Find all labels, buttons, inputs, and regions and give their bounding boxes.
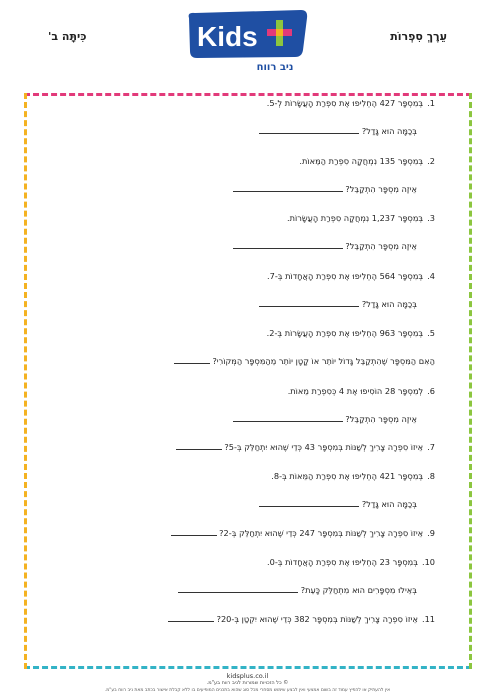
answer-line[interactable] — [233, 240, 343, 249]
question-1: 1.בְּמִסְפָּר 427 הֶחְלִיפוּ אֶת סִפְרַת הָעֲשָׂרוֹת לְ-5. — [266, 98, 435, 108]
answer-line[interactable] — [259, 498, 359, 507]
page-header — [0, 0, 495, 80]
question-6-sub: אֵיזֶה מִסְפָּר הִתְקַבֵּל? — [233, 413, 417, 425]
question-3: 3.בְּמִסְפָּר 1,237 נִמְחֲקָה סִפְרַת הָעֲשָׂרוֹת. — [286, 213, 435, 223]
question-10: 10.בְּמִסְפָּר 23 הֶחְלִיפוּ אֶת סִפְרַת הָאֲחָדוֹת בְּ-0. — [267, 557, 435, 567]
frame-bottom-border — [24, 666, 472, 669]
kids-plus-logo — [183, 10, 311, 72]
question-4-sub: בְּכַמָּה הוּא גָּדַל? — [259, 298, 417, 310]
frame-top-border — [24, 93, 472, 96]
question-8: 8.בְּמִסְפָּר 421 הֶחְלִיפוּ אֶת סִפְרַת הַמֵּאוֹת בְּ-8. — [271, 471, 435, 481]
answer-line[interactable] — [174, 355, 210, 364]
worksheet-frame — [24, 93, 472, 669]
logo-text: Kids — [197, 21, 258, 52]
answer-line[interactable] — [178, 584, 298, 593]
grade-label: כִּיתָּה ב' — [48, 30, 87, 43]
frame-right-border — [469, 93, 472, 669]
answer-line[interactable] — [233, 183, 343, 192]
footer-legal-notice: אין להעתיק או להפיץ עמוד זה בשום אמצעי ואין לבצע שימוש מסחרי מכל סוג שהוא בתכנים המופיעים בו ללא קבלת אישור בכתב מאת ניב רווח בע"מ. — [104, 688, 391, 693]
question-6: 6.לְמִסְפָּר 28 הוֹסִיפוּ אֶת 4 כְּסִפְרַת מֵאוֹת. — [287, 386, 435, 396]
question-1-sub: בְּכַמָּה הוּא גָּדַל? — [259, 125, 417, 137]
answer-line[interactable] — [233, 413, 343, 422]
worksheet-title: עֵרֶךְ סִפְרוֹת — [390, 30, 447, 43]
question-2-sub: אֵיזֶה מִסְפָּר הִתְקַבֵּל? — [233, 183, 417, 195]
question-9: 9.אֵיזוֹ סִפְרָה צָרִיךְ לְשַׁנּוֹת בְּמִסְפָּר 247 כְּדֵי שֶׁהוּא יִתְחַלֵּק בְּ-2? — [171, 527, 435, 539]
question-5-sub: הַאִם הַמִּסְפָּר שֶׁהִתְקַבֵּל גָּדוֹל יוֹתֵר אוֹ קָטָן יוֹתֵר מֵהַמִּסְפָּר הַמְּקוֹרִי? — [174, 355, 435, 367]
question-5: 5.בְּמִסְפָּר 963 הֶחְלִיפוּ אֶת סִפְרַת הָעֲשָׂרוֹת בְּ-2. — [266, 328, 435, 338]
answer-line[interactable] — [171, 527, 217, 536]
question-7: 7.אֵיזוֹ סִפְרָה צָרִיךְ לְשַׁנּוֹת בְּמִסְפָּר 43 כְּדֵי שֶׁהוּא יִתְחַלֵּק בְּ-5? — [176, 441, 435, 453]
frame-left-border — [24, 93, 27, 669]
question-4: 4.בְּמִסְפָּר 564 הֶחְלִיפוּ אֶת סִפְרַת הָאֲחָדוֹת בְּ-7. — [266, 271, 435, 281]
answer-line[interactable] — [168, 613, 214, 622]
logo-subtitle: ניב רווח — [256, 62, 294, 72]
answer-line[interactable] — [176, 441, 222, 450]
question-3-sub: אֵיזֶה מִסְפָּר הִתְקַבֵּל? — [233, 240, 417, 252]
answer-line[interactable] — [259, 298, 359, 307]
question-2: 2.בְּמִסְפָּר 135 נִמְחֲקָה סִפְרַת הַמֵּאוֹת. — [299, 156, 435, 166]
question-10-sub: בְּאֵילוּ מִסְפָּרִים הוּא מִתְחַלֵּק כָּעֵת? — [178, 584, 417, 596]
footer-url[interactable]: kidsplus.co.il — [226, 672, 269, 680]
answer-line[interactable] — [259, 125, 359, 134]
question-11: 11.אֵיזוֹ סִפְרָה צָרִיךְ לְשַׁנּוֹת בְּמִסְפָּר 382 כְּדֵי שֶׁהוּא יִקְטַן בְּ-20? — [168, 613, 435, 625]
question-8-sub: בְּכַמָּה הוּא גָּדַל? — [259, 498, 417, 510]
footer-copyright: © כל הזכויות שמורות לניב רווח בע"מ. — [206, 680, 289, 686]
